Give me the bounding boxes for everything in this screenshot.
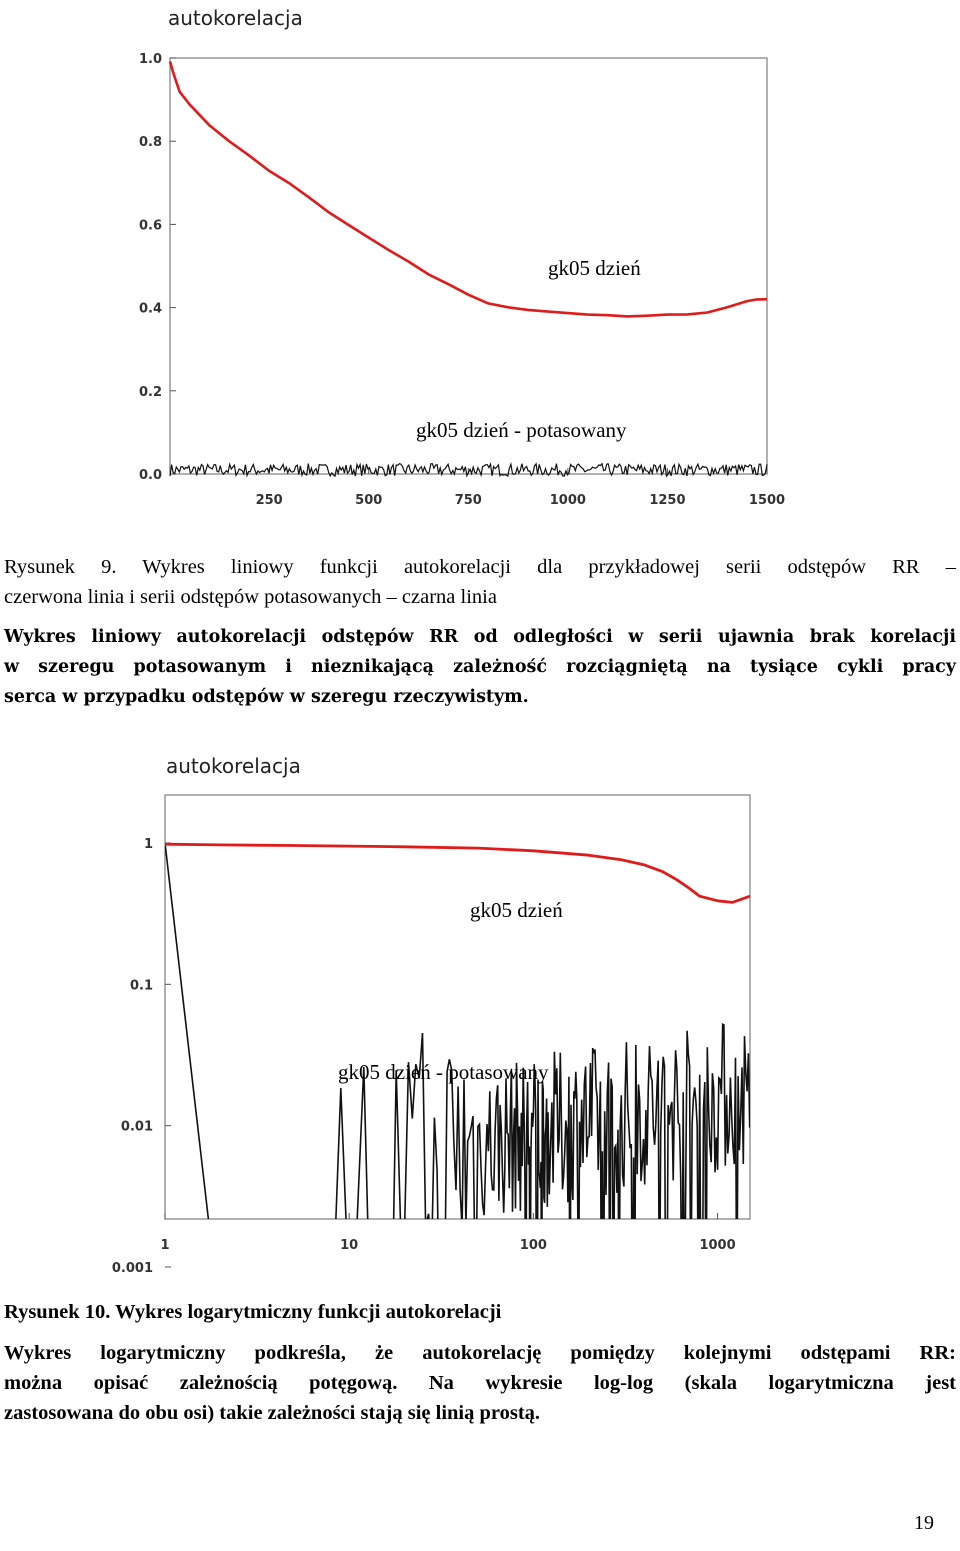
chart2-legend-real: gk05 dzień <box>470 898 563 922</box>
autocorrelation-linear-chart <box>110 0 800 530</box>
chart2-x-tick-label: 100 <box>519 1238 547 1253</box>
chart1-legend-shuffled: gk05 dzień - potasowany <box>416 418 627 442</box>
chart1-x-tick-label: 750 <box>454 493 482 508</box>
chart1-x-tick-label: 1250 <box>649 493 686 508</box>
chart1-legend-real: gk05 dzień <box>548 256 641 280</box>
page-number: 19 <box>914 1512 934 1534</box>
paragraph-1-line1: Wykres liniowy autokorelacji odstępów RR od odległości w serii ujawnia brak korelacji <box>4 627 956 647</box>
chart1-y-tick-label: 0.0 <box>138 468 162 483</box>
paragraph-1-line2: w szeregu potasowanym i nieznikającą zależność rozciągniętą na tysiące cykli pracy <box>4 657 956 677</box>
chart2-x-tick-label: 1 <box>160 1238 170 1253</box>
chart1-y-tick-label: 1.0 <box>138 52 162 67</box>
paragraph-2-line3: zastosowana do obu osi) takie zależności stają się linią prostą. <box>4 1402 541 1424</box>
paragraph-1-line3: serca w przypadku odstępów w szeregu rzeczywistym. <box>4 687 529 707</box>
paragraph-2-line1: Wykres logarytmiczny podkreśla, że autokorelację pomiędzy kolejnymi odstępami RR: <box>4 1342 956 1364</box>
chart1-title: autokorelacja <box>168 6 303 30</box>
chart2-y-tick-label: 0.01 <box>120 1119 153 1135</box>
chart2-x-tick-label: 1000 <box>699 1238 736 1253</box>
caption-figure-10: Rysunek 10. Wykres logarytmiczny funkcji autokorelacji <box>4 1301 502 1323</box>
chart2-y-tick-label: 0.001 <box>111 1261 153 1276</box>
chart2-x-tick-label: 10 <box>340 1238 359 1253</box>
autocorrelation-loglog-chart <box>110 748 790 1280</box>
caption-figure-9-line2: czerwona linia i serii odstępów potasowanych – czarna linia <box>4 586 497 608</box>
chart1-x-tick-label: 1000 <box>549 493 586 508</box>
chart2-plot <box>110 748 790 1280</box>
chart1-plot-frame <box>170 58 767 474</box>
chart1-x-tick-label: 500 <box>355 493 383 508</box>
chart2-legend-shuffled: gk05 dzień - potasowany <box>338 1060 549 1084</box>
chart1-x-tick-label: 1500 <box>748 493 786 508</box>
chart1-y-tick-label: 0.4 <box>138 301 162 317</box>
chart1-y-tick-label: 0.6 <box>138 218 162 234</box>
chart1-plot <box>110 0 800 530</box>
chart2-series-real <box>165 844 750 902</box>
paragraph-2-line2: można opisać zależnością potęgową. Na wykresie log-log (skala logarytmiczna jest <box>4 1372 956 1394</box>
chart2-title: autokorelacja <box>166 754 301 778</box>
chart2-y-tick-label: 1 <box>143 837 153 852</box>
caption-figure-9-line1: Rysunek 9. Wykres liniowy funkcji autokorelacji dla przykładowej serii odstępów RR – <box>4 556 956 578</box>
chart1-series-real <box>170 62 767 317</box>
chart1-y-tick-label: 0.8 <box>138 135 162 151</box>
chart1-x-tick-label: 250 <box>255 493 283 508</box>
chart1-y-tick-label: 0.2 <box>138 384 162 400</box>
chart2-y-tick-label: 0.1 <box>129 978 153 994</box>
